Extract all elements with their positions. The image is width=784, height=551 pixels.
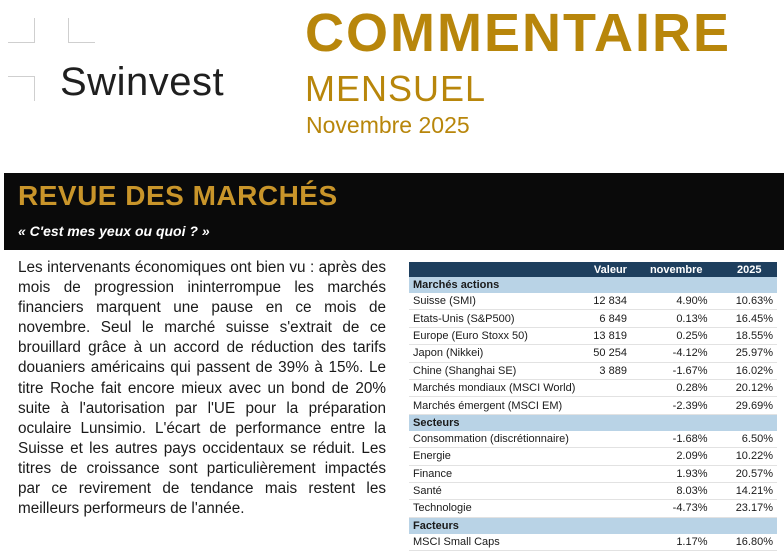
table-section-row — [409, 414, 777, 431]
row-name: Marchés mondiaux (MSCI World) — [409, 379, 579, 396]
table-row — [409, 431, 777, 448]
market-table — [409, 262, 777, 551]
row-name: Etats-Unis (S&P500) — [409, 310, 579, 327]
column-header-month: novembre — [649, 263, 703, 276]
row-month-perf: -1.67% — [631, 362, 722, 379]
row-year-perf: 16.80% — [722, 534, 777, 551]
row-name: Technologie — [409, 500, 579, 517]
page-title: COMMENTAIRE — [305, 3, 731, 63]
row-year-perf: 10.22% — [722, 448, 777, 465]
row-name: MSCI Small Caps — [409, 534, 579, 551]
row-value: 13 819 — [579, 327, 631, 344]
row-year-perf: 25.97% — [722, 345, 777, 362]
row-month-perf: 4.90% — [631, 293, 722, 310]
column-header-year: 2025 — [737, 263, 762, 276]
row-value — [579, 500, 631, 517]
column-header-value: Valeur — [593, 263, 627, 276]
row-value: 6 849 — [579, 310, 631, 327]
table-row — [409, 293, 777, 310]
row-name: Energie — [409, 448, 579, 465]
section-label: Marchés actions — [409, 277, 777, 293]
row-value — [579, 482, 631, 499]
row-month-perf: 2.09% — [631, 448, 722, 465]
row-value — [579, 431, 631, 448]
row-month-perf: 0.13% — [631, 310, 722, 327]
row-value — [579, 534, 631, 551]
table-section-row — [409, 517, 777, 534]
row-month-perf: -1.68% — [631, 431, 722, 448]
table-row — [409, 500, 777, 517]
row-name: Europe (Euro Stoxx 50) — [409, 327, 579, 344]
row-name: Finance — [409, 465, 579, 482]
row-year-perf: 20.12% — [722, 379, 777, 396]
section-title: REVUE DES MARCHÉS — [18, 180, 338, 211]
row-year-perf: 16.45% — [722, 310, 777, 327]
table-row — [409, 327, 777, 344]
row-month-perf: -4.73% — [631, 500, 722, 517]
row-name: Marchés émergent (MSCI EM) — [409, 397, 579, 414]
row-year-perf: 23.17% — [722, 500, 777, 517]
page-subtitle: MENSUEL — [305, 68, 487, 109]
row-month-perf: 0.28% — [631, 379, 722, 396]
row-month-perf: -2.39% — [631, 397, 722, 414]
table-row — [409, 448, 777, 465]
row-year-perf: 16.02% — [722, 362, 777, 379]
row-month-perf: 8.03% — [631, 482, 722, 499]
row-value: 3 889 — [579, 362, 631, 379]
row-name: Santé — [409, 482, 579, 499]
row-year-perf: 18.55% — [722, 327, 777, 344]
section-label: Facteurs — [409, 517, 777, 534]
row-name: Chine (Shanghai SE) — [409, 362, 579, 379]
page-date: Novembre 2025 — [306, 112, 470, 138]
logo-corner-mark — [8, 76, 35, 101]
row-year-perf: 10.63% — [722, 293, 777, 310]
table-row — [409, 345, 777, 362]
commentary-paragraph: Les intervenants économiques ont bien vu : après des mois de progression ininterrompue les marchés financiers marquent une pause en ce mois de novembre. Seul le marché suisse s'extrait de ce brouillard grâce à un accord de réduction des tarifs douaniers américains qui passent de 39% à 15%. Le titre Roche fait encore mieux avec un bond de 20% suite à l'autorisation par l'UE pour la préparation oculaire Lunsimio. L'écart de performance entre la Suisse et les autres pays occidentaux se réduit. Les titres de croissance sont particulièrement impactés par ce revirement de tendance mais restent les meilleurs performeurs de l'année. — [18, 259, 386, 518]
row-name: Consommation (discrétionnaire) — [409, 431, 579, 448]
table-header-row — [409, 262, 777, 277]
row-value — [579, 465, 631, 482]
column-header — [409, 262, 579, 277]
row-month-perf: -4.12% — [631, 345, 722, 362]
row-year-perf: 20.57% — [722, 465, 777, 482]
table-row — [409, 310, 777, 327]
row-year-perf: 6.50% — [722, 431, 777, 448]
table-row — [409, 397, 777, 414]
row-month-perf: 1.93% — [631, 465, 722, 482]
table-body — [409, 277, 777, 551]
section-banner — [4, 173, 784, 250]
logo-corner-mark — [68, 18, 95, 43]
table-row — [409, 465, 777, 482]
table-row — [409, 379, 777, 396]
table-row — [409, 534, 777, 551]
row-month-perf: 0.25% — [631, 327, 722, 344]
row-value — [579, 379, 631, 396]
row-value: 12 834 — [579, 293, 631, 310]
section-label: Secteurs — [409, 414, 777, 431]
row-value — [579, 397, 631, 414]
section-quote: « C'est mes yeux ou quoi ? » — [18, 223, 210, 239]
logo: Swinvest — [60, 60, 225, 104]
row-name: Suisse (SMI) — [409, 293, 579, 310]
logo-corner-mark — [8, 18, 35, 43]
table-row — [409, 482, 777, 499]
row-month-perf: 1.17% — [631, 534, 722, 551]
row-year-perf: 29.69% — [722, 397, 777, 414]
table-row — [409, 362, 777, 379]
row-year-perf: 14.21% — [722, 482, 777, 499]
market-performance-table — [409, 262, 777, 551]
row-value — [579, 448, 631, 465]
table-section-row — [409, 277, 777, 293]
row-name: Japon (Nikkei) — [409, 345, 579, 362]
row-value: 50 254 — [579, 345, 631, 362]
